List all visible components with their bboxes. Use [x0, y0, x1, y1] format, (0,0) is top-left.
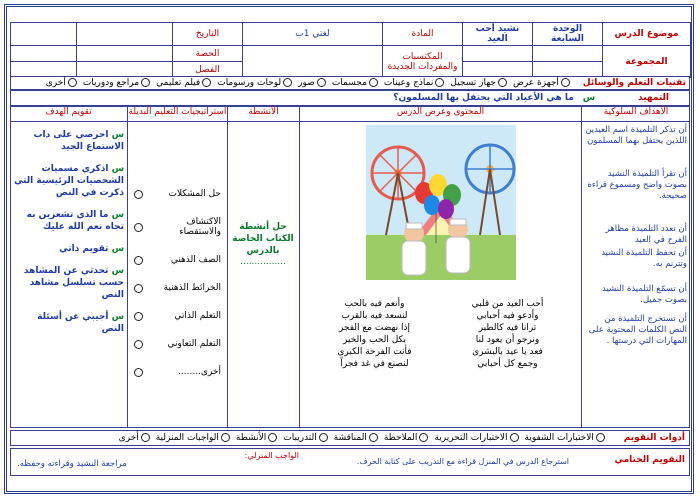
- strategy-item[interactable]: [134, 367, 221, 377]
- unit-label: الوحدة السابعة: [533, 23, 603, 46]
- strategies-list: [128, 189, 227, 377]
- tool-option-label: أخرى: [45, 78, 66, 88]
- evaluation-text: أجيبي عن أسئلة النص: [37, 312, 124, 334]
- strategy-item[interactable]: [134, 189, 221, 199]
- content-header: المحتوى وعرض الدرس: [300, 107, 582, 121]
- evaluation-prefix: س: [108, 312, 124, 322]
- evaluation-item: [13, 265, 124, 301]
- evaluation-prefix: س: [108, 266, 124, 276]
- poem-hemistich: ونرجو أن يعود لنا: [475, 335, 540, 345]
- eid-illustration: [366, 125, 516, 280]
- final-bar: [10, 448, 690, 476]
- poem-hemistich: فأنت الفرحة الكبرى: [337, 347, 412, 357]
- assessment-option[interactable]: [525, 431, 605, 445]
- lesson-plan: [10, 10, 690, 490]
- objective-1: أن تذكر التلميذة اسم العيدين اللذين يحتفل بهما المسلمون: [585, 125, 687, 146]
- strategy-label: التعلم الذاتي: [174, 311, 221, 321]
- extra-cell-1: [11, 23, 77, 46]
- poem-hemistich: ترانا فيه كالطير: [478, 323, 537, 333]
- strategy-label: الصف الذهني: [170, 255, 221, 265]
- radio-circle-icon[interactable]: [134, 190, 143, 199]
- group-label: المجموعة: [603, 46, 691, 78]
- tool-option-label: فيلم تعليمي: [156, 78, 201, 88]
- tool-option[interactable]: [217, 77, 292, 89]
- strategy-label: حل المشكلات: [168, 189, 221, 199]
- activities-text: حل أنشطة الكتاب الخاصة بالدرس: [232, 222, 294, 256]
- radio-circle-icon[interactable]: [319, 433, 328, 442]
- objective-5: أن تسمّع التلميذة النشيد بصوت جميل.: [602, 284, 687, 305]
- homework-text: مراجعة النشيد وقراءته وحفظه.: [17, 459, 127, 469]
- tool-option[interactable]: [513, 77, 570, 89]
- poem-hemistich: وجمع كل أحبابي: [477, 359, 538, 369]
- assessment-option[interactable]: [434, 431, 518, 445]
- evaluation-prefix: س: [108, 210, 124, 220]
- extra-cell-2: [11, 46, 77, 62]
- tool-option-label: مجسمات: [331, 78, 367, 88]
- assessment-option[interactable]: [119, 431, 150, 445]
- subject-value: لغتي 1ب: [243, 23, 383, 46]
- acquisitions-value: [243, 46, 383, 78]
- evaluation-column: [10, 121, 128, 427]
- radio-circle-icon[interactable]: [221, 433, 230, 442]
- objective-2: أن تقرأ التلميذة النشيد بصوت واضح ومسموع قراءة صحيحة.: [587, 169, 687, 201]
- radio-circle-icon[interactable]: [268, 433, 277, 442]
- subject-label: المادة: [383, 23, 463, 46]
- intro-bar: [10, 90, 690, 106]
- objective-3: أن تعدد التلميذة مظاهر الفرح في العيد: [605, 224, 687, 245]
- tool-option[interactable]: [298, 77, 326, 89]
- radio-circle-icon[interactable]: [134, 223, 143, 232]
- evaluation-text: ما الذي تشعرين به تجاه نعم الله عليك: [26, 210, 124, 232]
- tools-bar: [10, 76, 690, 90]
- tool-option[interactable]: [332, 77, 378, 89]
- poem-lines: [300, 299, 582, 369]
- strategy-label: أخرى........: [178, 367, 221, 377]
- radio-circle-icon[interactable]: [134, 312, 143, 321]
- tool-option-label: لوحات ورسومات: [217, 78, 282, 88]
- strategies-column: [128, 121, 228, 427]
- radio-circle-icon[interactable]: [561, 78, 570, 87]
- period-label: الحصة: [173, 46, 243, 62]
- activities-header: الأنشطة: [228, 107, 300, 121]
- assessment-option[interactable]: [334, 431, 378, 445]
- assessment-label: أدوات التقويم: [623, 433, 685, 443]
- poem-hemistich: وأدعو فيه أحبابي: [476, 311, 539, 321]
- radio-circle-icon[interactable]: [435, 78, 444, 87]
- poem-hemistich: إذا نهضت مع الفجر: [338, 323, 411, 333]
- evaluation-prefix: س: [108, 244, 124, 254]
- assessment-options: [113, 433, 605, 443]
- radio-circle-icon[interactable]: [498, 78, 507, 87]
- assessment-option-label: التدريبات: [283, 433, 317, 443]
- evaluation-text: تقويم ذاتي: [59, 244, 109, 254]
- tools-options: [40, 78, 570, 88]
- tool-option-label: مراجع ودوريات: [82, 78, 140, 88]
- objective-6: أن تستخرج التلميذة من النص الكلمات المحتوية على المهارات التي درستها .: [588, 314, 687, 346]
- period-value: [77, 46, 173, 62]
- objective-4: أن تحفظ التلميذة النشيد وتترنم به.: [601, 248, 687, 269]
- radio-circle-icon[interactable]: [369, 78, 378, 87]
- evaluation-prefix: س: [108, 130, 124, 140]
- assessment-option[interactable]: [236, 431, 277, 445]
- objectives-header: الأهداف السلوكية: [603, 107, 669, 117]
- group-cell-1: [533, 46, 603, 62]
- final-label: التقويم الختامي: [614, 455, 685, 465]
- radio-circle-icon[interactable]: [202, 78, 211, 87]
- strategy-item[interactable]: [134, 255, 221, 265]
- radio-circle-icon[interactable]: [134, 256, 143, 265]
- class-label: الفصل: [173, 62, 243, 78]
- poem-hemistich: فعد يا عيد بالبشرى: [472, 347, 543, 357]
- tool-option[interactable]: [156, 77, 211, 89]
- evaluation-text: تحدثي عن المشاهد حسب تسلسل مشاهد النص: [23, 266, 124, 300]
- tool-option-label: أجهزة عرض: [512, 78, 559, 88]
- poem-hemistich: بكل الحب والخير: [343, 335, 406, 345]
- tool-option[interactable]: [83, 77, 150, 89]
- activities-column: [228, 121, 300, 427]
- intro-label: التمهيد: [638, 93, 669, 103]
- radio-circle-icon[interactable]: [141, 78, 150, 87]
- strategy-item[interactable]: [134, 283, 221, 293]
- evaluation-text: احرصي على داب الاستماع الجيد: [33, 130, 124, 152]
- strategy-item[interactable]: [134, 217, 221, 237]
- radio-circle-icon[interactable]: [596, 433, 605, 442]
- lesson-topic-label: موضوع الدرس: [603, 23, 691, 46]
- radio-circle-icon[interactable]: [510, 433, 519, 442]
- radio-circle-icon[interactable]: [134, 368, 143, 377]
- evaluation-item: [13, 311, 124, 335]
- radio-circle-icon[interactable]: [369, 433, 378, 442]
- assessment-option[interactable]: [156, 431, 230, 445]
- strategy-label: التعلم التعاوني: [167, 339, 221, 349]
- strategy-label: الخرائط الذهنية: [163, 283, 221, 293]
- assessment-option-label: الاختبارات الشفوية: [524, 433, 594, 443]
- tools-label: تقنيات التعلم والوسائل: [582, 78, 686, 88]
- assessment-option-label: الواجبات المنزلية: [155, 433, 219, 443]
- date-label: التاريخ: [173, 23, 243, 46]
- content-column: [300, 121, 582, 427]
- radio-circle-icon[interactable]: [141, 433, 150, 442]
- radio-circle-icon[interactable]: [134, 284, 143, 293]
- evaluation-item: [13, 129, 124, 153]
- tool-option-label: صور: [298, 78, 315, 88]
- group-cell-2: [463, 46, 533, 62]
- poem-hemistich: وأنعم فيه بالحب: [344, 299, 405, 309]
- strategy-item[interactable]: [134, 311, 221, 321]
- assessment-option-label: الملاحظة: [383, 433, 418, 443]
- assessment-option-label: المناقشة: [333, 433, 367, 443]
- child-right-icon: [446, 219, 470, 273]
- assessment-option-label: الاختبارات التحريرية: [434, 433, 508, 443]
- tool-option-label: نماذج وعينات: [383, 78, 434, 88]
- homework-label: الواجب المنزلي:: [244, 451, 299, 460]
- final-text: استرجاع الدرس في المنزل قراءة مع التدريب على كتابة الحرف.: [356, 457, 569, 466]
- tool-option[interactable]: [384, 77, 445, 89]
- poem-hemistich: أحب العيد من قلبي: [471, 299, 544, 309]
- tool-option[interactable]: [46, 77, 77, 89]
- evaluation-prefix: س: [108, 164, 124, 174]
- radio-circle-icon[interactable]: [68, 78, 77, 87]
- assessment-bar: [10, 430, 690, 446]
- evaluation-list: [13, 129, 124, 335]
- tool-option-label: جهاز تسجيل: [450, 78, 496, 88]
- evaluation-item: [13, 209, 124, 233]
- intro-question-prefix: س: [582, 93, 596, 103]
- radio-circle-icon[interactable]: [134, 340, 143, 349]
- radio-circle-icon[interactable]: [317, 78, 326, 87]
- assessment-option[interactable]: [283, 431, 327, 445]
- strategy-item[interactable]: [134, 339, 221, 349]
- evaluation-text: اذكري مسميات الشخصيات الرئيسية التي ذكرت في النص: [14, 164, 124, 198]
- evaluation-header: تقويم الهدف: [10, 107, 128, 121]
- intro-question: ما هي الأعياد التي يحتفل بها المسلمون؟: [393, 93, 574, 103]
- acquisitions-label: المكتسبات والمفردات الجديدة: [383, 46, 463, 78]
- objectives-column: [582, 121, 690, 427]
- assessment-option-label: الأنشطة: [235, 433, 267, 443]
- evaluation-item: [13, 243, 124, 255]
- header-table: [10, 22, 691, 78]
- assessment-option[interactable]: [384, 431, 429, 445]
- child-left-icon: [402, 223, 426, 275]
- activities-dots: ................: [240, 257, 286, 267]
- evaluation-item: [13, 163, 124, 199]
- song-title: نشيد أحب العيد: [463, 23, 533, 46]
- radio-circle-icon[interactable]: [283, 78, 292, 87]
- date-value: [77, 23, 173, 46]
- tool-option[interactable]: [450, 77, 507, 89]
- radio-circle-icon[interactable]: [419, 433, 428, 442]
- assessment-option-label: أخرى: [118, 433, 139, 443]
- strategies-header: استراتيجيات التعليم البديلة: [128, 107, 228, 121]
- strategy-label: الاكتشاف والاستقصاء: [179, 217, 221, 237]
- poem-hemistich: لنصنع في غد فجراً: [340, 359, 409, 369]
- poem-hemistich: لنسعد فيه بالقرب: [341, 311, 408, 321]
